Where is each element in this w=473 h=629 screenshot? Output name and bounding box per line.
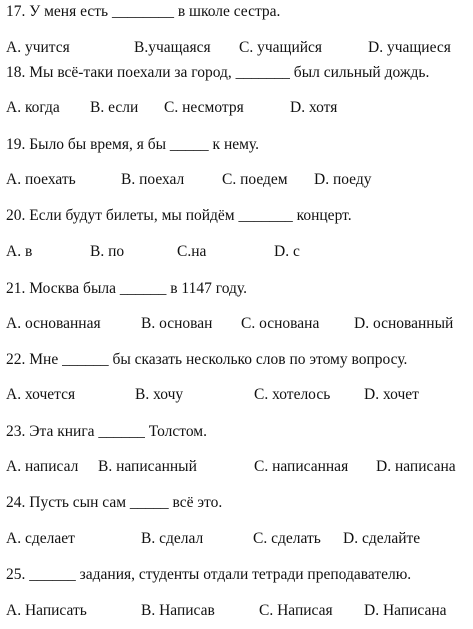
q17-option-c: C. учащийся bbox=[239, 39, 323, 56]
question-24-text: 24. Пусть сын сам _____ всё это. bbox=[6, 494, 223, 511]
q25-option-a: A. Написать bbox=[6, 602, 87, 619]
q25-option-b: B. Написав bbox=[141, 602, 215, 619]
q23-option-d: D. написана bbox=[376, 458, 456, 475]
q23-option-c: C. написанная bbox=[254, 458, 349, 475]
q24-option-c: C. сделать bbox=[253, 530, 321, 547]
question-18-text: 18. Мы всё-таки поехали за город, _______ был сильный дождь. bbox=[6, 64, 430, 81]
q22-option-b: B. хочу bbox=[135, 386, 184, 403]
q21-option-b: B. основан bbox=[141, 315, 213, 332]
q19-option-c: C. поедем bbox=[222, 171, 288, 188]
q25-option-d: D. Написана bbox=[364, 602, 447, 619]
question-23-text: 23. Эта книга ______ Толстом. bbox=[6, 423, 207, 440]
question-25-text: 25. ______ задания, студенты отдали тетради преподавателю. bbox=[6, 566, 412, 583]
q20-option-a: A. в bbox=[6, 243, 33, 260]
question-20-text: 20. Если будут билеты, мы пойдём _______ концерт. bbox=[6, 207, 352, 224]
q19-option-a: A. поехать bbox=[6, 171, 76, 188]
q22-option-a: A. хочется bbox=[6, 386, 76, 403]
q21-option-d: D. основанный bbox=[354, 315, 454, 332]
q25-option-c: C. Написая bbox=[259, 602, 333, 619]
q19-option-b: B. поехал bbox=[121, 171, 185, 188]
q20-option-c: C.на bbox=[177, 243, 207, 260]
q24-option-d: D. сделайте bbox=[343, 530, 421, 547]
q22-option-d: D. хочет bbox=[364, 386, 419, 403]
question-22-text: 22. Мне ______ бы сказать несколько слов по этому вопросу. bbox=[6, 351, 408, 368]
q19-option-d: D. поеду bbox=[314, 171, 372, 188]
q23-option-b: B. написанный bbox=[98, 458, 197, 475]
q18-option-c: C. несмотря bbox=[164, 99, 244, 116]
q20-option-d: D. с bbox=[274, 243, 300, 260]
q24-option-b: B. сделал bbox=[141, 530, 204, 547]
q24-option-a: A. сделает bbox=[6, 530, 75, 547]
q22-option-c: C. хотелось bbox=[254, 386, 331, 403]
q18-option-b: B. если bbox=[90, 99, 139, 116]
q17-option-d: D. учащиеся bbox=[368, 39, 451, 56]
q21-option-c: C. основана bbox=[241, 315, 320, 332]
question-19-text: 19. Было бы время, я бы _____ к нему. bbox=[6, 136, 260, 153]
q23-option-a: A. написал bbox=[6, 458, 79, 475]
q21-option-a: A. основанная bbox=[6, 315, 101, 332]
question-21-text: 21. Москва была ______ в 1147 году. bbox=[6, 280, 247, 297]
q17-option-b: B.учащаяся bbox=[134, 39, 211, 56]
q18-option-a: A. когда bbox=[6, 99, 60, 116]
question-17-text: 17. У меня есть ________ в школе сестра. bbox=[6, 3, 281, 20]
q18-option-d: D. хотя bbox=[290, 99, 338, 116]
q17-option-a: A. учится bbox=[6, 39, 70, 56]
q20-option-b: B. по bbox=[90, 243, 125, 260]
